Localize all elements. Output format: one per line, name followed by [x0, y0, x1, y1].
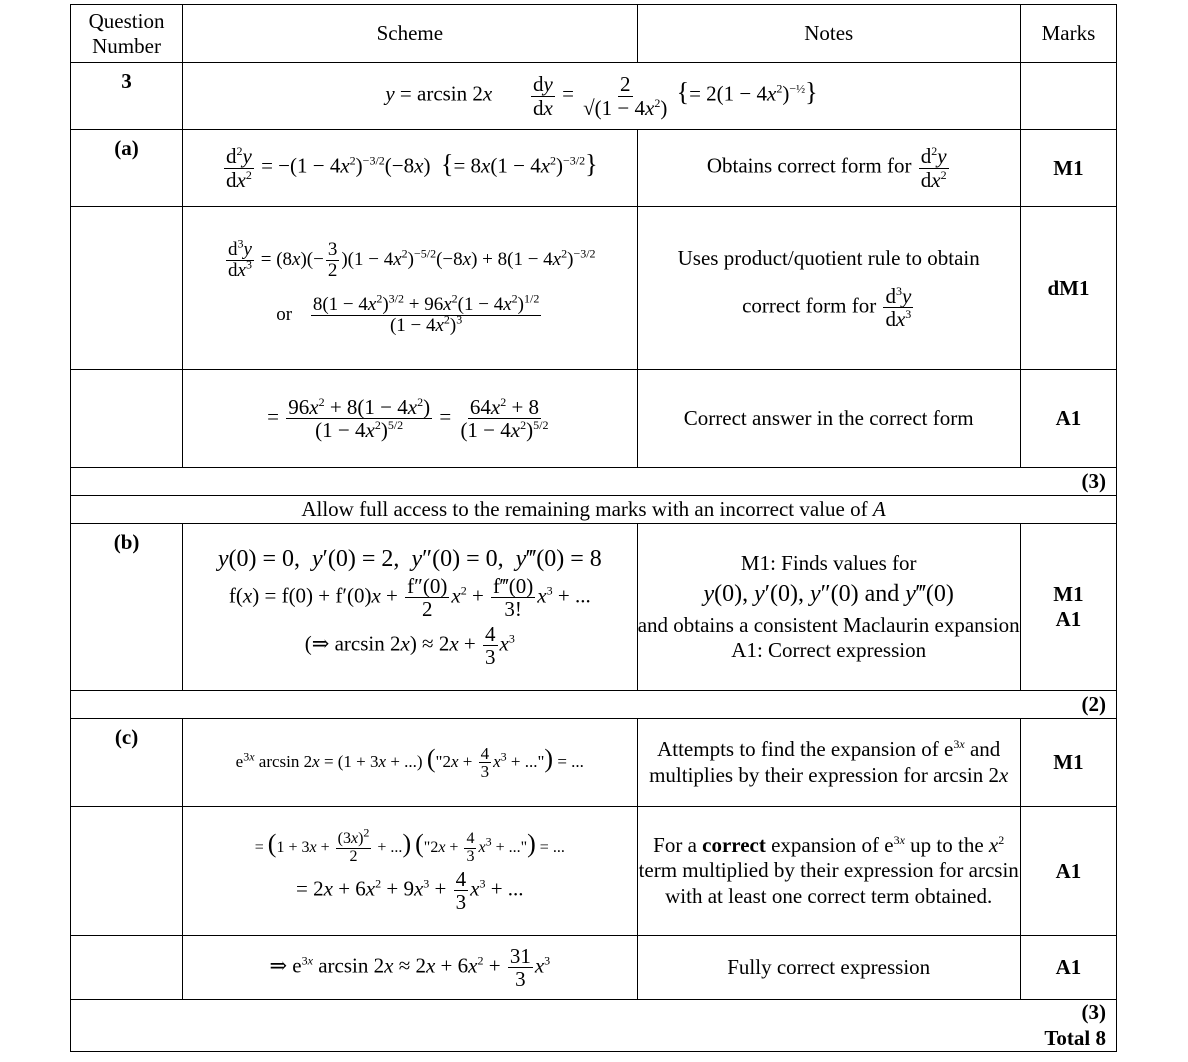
part-c-totals	[71, 1000, 1117, 1052]
header-scheme: Scheme	[183, 5, 637, 63]
part-c-row3-scheme: ⇒ $e^{3x}$ $\arcsin 2x \approx 2x + 6x^2$ + $\frac{31}{3}$ $x^3$	[183, 936, 637, 1000]
part-b-scheme: y(0) = 0, y′(0) = 2, y″(0) = 0, y‴(0) = 8 f(x) = f(0) + f′(0)x + $\frac{f''(0)}{2}$ $x^2$ + $\frac{f‴(0)}{3!}$ $x^3$ + ... (⇒ arcsin 2x) ≈ 2x + $\frac{4}{3}$ $x^3$	[183, 524, 637, 691]
part-a-subtotal-row	[71, 468, 1117, 496]
part-c-row3-note: Fully correct expression	[637, 936, 1020, 1000]
part-b-note1: M1: Finds values for	[740, 550, 917, 575]
part-c-row2-mark: A1	[1020, 807, 1116, 936]
part-a-row2-mark: dM1	[1020, 207, 1116, 370]
part-a-row1-note: Obtains correct form for $\frac{d^2y}{dx^2}$	[637, 130, 1020, 207]
part-b-subtotal: (2)	[71, 691, 1117, 719]
part-a-label: (a)	[71, 130, 183, 207]
part-a-row2-scheme: $\frac{d^3y}{dx^3}$ = (8x)(− $\frac{3}{2}$ )$(1 - 4x^2)^{-5/2}(-8x) + 8(1 - 4x^2)^{-3/2}$ or $\frac{8(1 - 4x^2)^{3/2} + 96x^2(1 - 4x^2)^{1/2}}{(1 - 4x^2)^3}$	[183, 207, 637, 370]
mark-scheme-table	[70, 4, 1117, 1052]
part-a-subtotal: (3)	[71, 468, 1117, 496]
part-b-note3: and obtains a consistent Maclaurin expansion	[637, 612, 1020, 637]
part-a-row1-scheme: $\frac{d^2y}{dx^2}$ = $-(1 - 4x^2)^{-3/2}(-8x)$ {= $8x(1 - 4x^2)^{-3/2}$}	[183, 130, 637, 207]
part-a-row2-label	[71, 207, 183, 370]
part-c-row2	[71, 807, 1117, 936]
q3-given-scheme: y = arcsin 2x $\frac{dy}{dx}$ = $\frac{2}{√(1 - 4x^2)}$ {= $2(1 - 4x^2)^{-\frac{1}{2}}$}	[183, 63, 1021, 130]
part-c-row2-note: For a correct expansion of $e^{3x}$ up to the $x^2$ term multiplied by their expression for arcsin with at least one correct term obtained.	[637, 807, 1020, 936]
part-c-row3	[71, 936, 1117, 1000]
part-b-label: (b)	[71, 524, 183, 691]
part-c-row1	[71, 719, 1117, 807]
part-b-subtotal-row	[71, 691, 1117, 719]
part-c-subtotal: (3)	[1081, 1000, 1106, 1025]
part-a-row2	[71, 207, 1117, 370]
part-c-subtotal-row	[71, 1000, 1117, 1052]
access-note: Allow full access to the remaining marks with an incorrect value of A	[71, 496, 1117, 524]
part-b-marks	[1020, 524, 1116, 691]
q3-given-row	[71, 63, 1117, 130]
header-question-number: Question Number	[71, 5, 183, 63]
header-notes: Notes	[637, 5, 1020, 63]
grand-total: Total 8	[1044, 1025, 1106, 1050]
part-a-row2-note: Uses product/quotient rule to obtain correct form for $\frac{d^3y}{dx^3}$	[637, 207, 1020, 370]
part-a-row3-mark: A1	[1020, 370, 1116, 468]
part-b-notes: M1: Finds values for y(0), y′(0), y″(0) and y‴(0) and obtains a consistent Maclaurin expansion A1: Correct expression	[637, 524, 1020, 691]
part-a-row1-mark: M1	[1020, 130, 1116, 207]
part-c-row3-label	[71, 936, 183, 1000]
part-c-row2-label	[71, 807, 183, 936]
part-b-mark1: M1	[1053, 582, 1084, 606]
part-a-row3-note: Correct answer in the correct form	[637, 370, 1020, 468]
part-a-row3-scheme: = $\frac{96x^2 + 8(1 - 4x^2)}{(1 - 4x^2)^{5/2}}$ = $\frac{64x^2 + 8}{(1 - 4x^2)^{5/2}}$	[183, 370, 637, 468]
part-c-label: (c)	[71, 719, 183, 807]
part-c-row1-note: Attempts to find the expansion of $e^{3x}$ and multiplies by their expression for arcsin 2x	[637, 719, 1020, 807]
part-c-row2-scheme: = (1 + 3x + $\frac{(3x)^2}{2}$ + ...) ("2x + $\frac{4}{3}$ $x^3$ + ...") = ... = $2x + 6x^2 + 9x^3$ + $\frac{4}{3}$ $x^3$ + ...	[183, 807, 637, 936]
part-a-row3	[71, 370, 1117, 468]
access-note-row	[71, 496, 1117, 524]
part-b-mark2: A1	[1055, 607, 1082, 631]
part-a-row1	[71, 130, 1117, 207]
part-b-note4: A1: Correct expression	[731, 637, 927, 662]
header-marks: Marks	[1020, 5, 1116, 63]
part-b-row	[71, 524, 1117, 691]
part-c-row1-mark: M1	[1020, 719, 1116, 807]
or-label: or	[276, 303, 293, 325]
q3-given-mark	[1020, 63, 1116, 130]
header-row	[71, 5, 1117, 63]
part-a-row3-label	[71, 370, 183, 468]
part-a-row2-note1: Uses product/quotient rule to obtain	[677, 245, 980, 270]
part-c-row3-mark: A1	[1020, 936, 1116, 1000]
part-c-row1-scheme: $e^{3x}$ arcsin 2x = (1 + 3x + ...) ("2x + $\frac{4}{3}$ $x^3$ + ...") = ...	[183, 719, 637, 807]
question-number: 3	[71, 63, 183, 130]
